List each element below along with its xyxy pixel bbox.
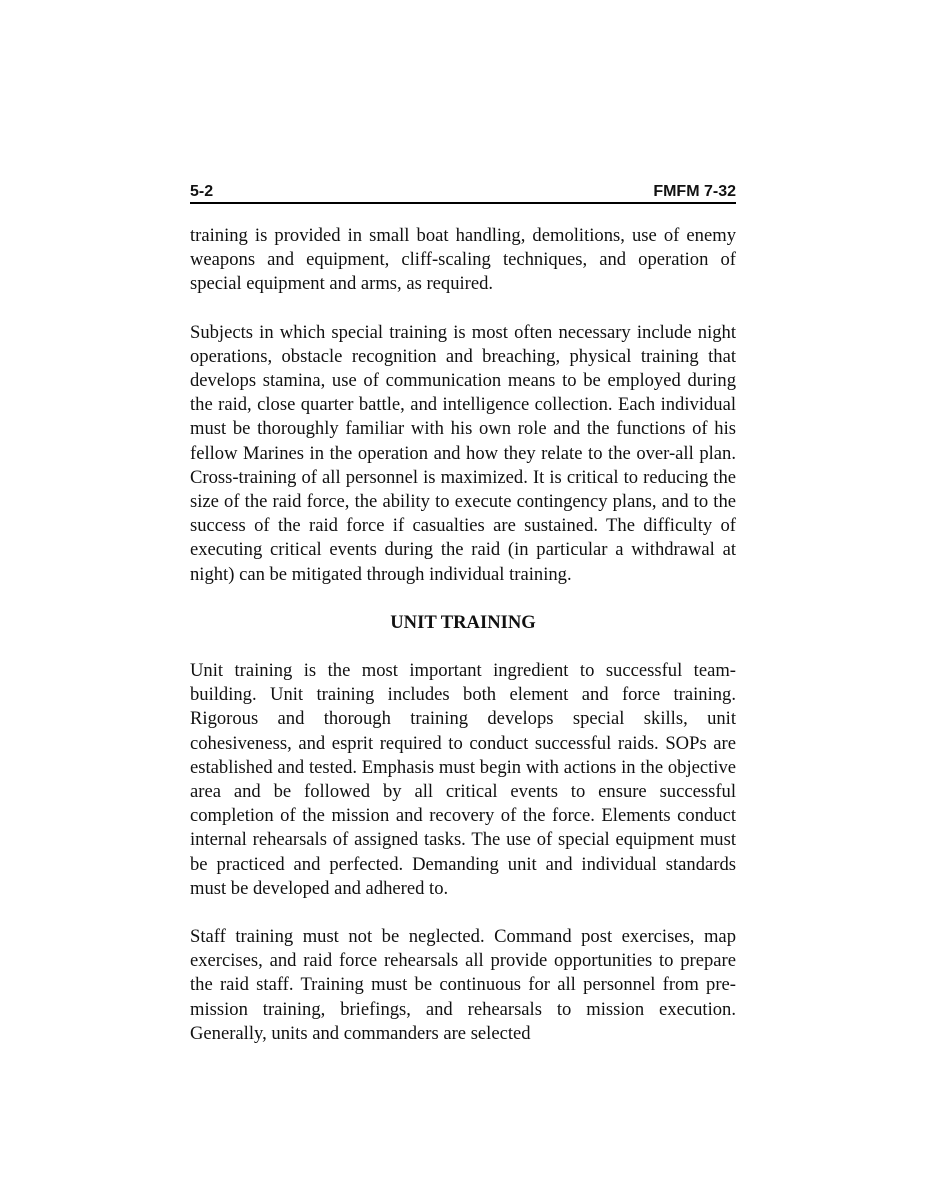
page-number: 5-2 [190,183,214,200]
paragraph-special-training: Subjects in which special training is most often necessary include night operations, obstacle recognition and breaching, physical training that develops stamina, use of communication means to be employed during the raid, close quarter battle, and intelligence collection. Each individual must be thoroughly familiar with his own role and the functions of his fellow Marines in the operation and how they relate to the over-all plan. Cross-training of all personnel is maximized. It is critical to reducing the size of the raid force, the ability to execute contingency plans, and to the success of the raid force if casualties are sustained. The difficulty of executing critical events during the raid (in particular a withdrawal at night) can be mitigated through individual training. [190,321,736,585]
manual-identifier: FMFM 7-32 [653,183,736,200]
running-header [190,183,736,204]
paragraph-continued: training is provided in small boat handling, demolitions, use of enemy weapons and equipment, cliff-scaling techniques, and operation of special equipment and arms, as required. [190,225,736,295]
document-page [190,183,736,1046]
paragraph-staff-training: Staff training must not be neglected. Command post exercises, map exercises, and raid force rehearsals all provide opportunities to prepare the raid staff. Training must be continuous for all personnel from pre-mission training, briefings, and rehearsals to mission execution. Generally, units and commanders are selected [190,926,736,1044]
paragraph-unit-training: Unit training is the most important ingredient to successful team-building. Unit training includes both element and force training. Rigorous and thorough training develops special skills, unit cohesiveness, and esprit required to conduct successful raids. SOPs are established and tested. Emphasis must begin with actions in the objective area and be followed by all critical events to ensure successful completion of the mission and recovery of the force. Elements conduct internal rehearsals of assigned tasks. The use of special equipment must be practiced and perfected. Demanding unit and individual standards must be developed and adhered to. [190,660,736,899]
section-heading-unit-training: UNIT TRAINING [390,611,536,633]
